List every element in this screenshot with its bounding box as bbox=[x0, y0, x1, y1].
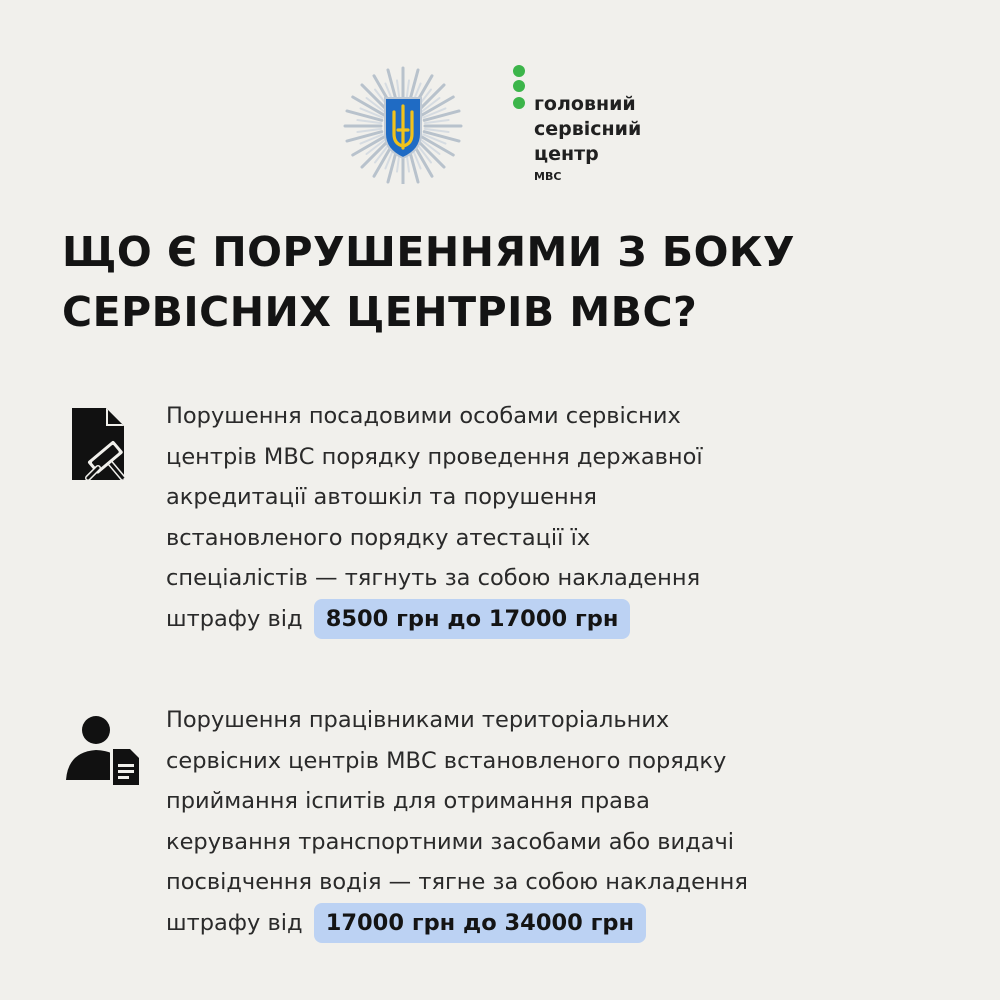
text-line: центрів МВС порядку проведення державної bbox=[166, 443, 703, 470]
green-dots-icon bbox=[512, 64, 526, 112]
police-star-trident-icon bbox=[343, 64, 463, 184]
violation-text bbox=[166, 700, 936, 943]
text-line: спеціалістів — тягнуть за собою накладення bbox=[166, 565, 701, 591]
text-line: акредитації автошкіл та порушення bbox=[166, 484, 597, 510]
logo-wordmark bbox=[534, 92, 641, 167]
logo-line: сервісний bbox=[534, 118, 642, 140]
fine-prefix: штрафу від bbox=[166, 605, 303, 632]
title-line: ЩО Є ПОРУШЕННЯМИ З БОКУ bbox=[62, 228, 796, 276]
text-line: встановленого порядку атестації їх bbox=[166, 524, 591, 551]
fine-amount-highlight: 8500 грн до 17000 грн bbox=[314, 599, 631, 639]
header-logos bbox=[0, 60, 1000, 190]
logo-subtitle: МВС bbox=[534, 170, 562, 183]
person-document-icon bbox=[66, 708, 146, 788]
text-line: Порушення працівниками територіальних bbox=[166, 707, 670, 733]
text-line-last bbox=[166, 903, 936, 944]
logo-line: головний bbox=[534, 93, 636, 115]
title-line: СЕРВІСНИХ ЦЕНТРІВ МВС? bbox=[62, 288, 698, 336]
fine-prefix: штрафу від bbox=[166, 909, 303, 936]
page-title bbox=[62, 222, 962, 342]
text-line-last bbox=[166, 599, 936, 640]
text-line: Порушення посадовими особами сервісних bbox=[166, 403, 681, 429]
text-line: сервісних центрів МВС встановленого порядку bbox=[166, 747, 727, 774]
fine-amount-highlight: 17000 грн до 34000 грн bbox=[314, 903, 646, 943]
violation-text bbox=[166, 396, 936, 639]
text-line: посвідчення водія — тягне за собою накладення bbox=[166, 869, 748, 895]
text-line: приймання іспитів для отримання права bbox=[166, 788, 650, 814]
document-gavel-icon bbox=[66, 404, 146, 484]
text-line: керування транспортними засобами або видачі bbox=[166, 828, 735, 855]
service-center-logo bbox=[512, 64, 682, 190]
logo-line: центр bbox=[534, 143, 599, 165]
